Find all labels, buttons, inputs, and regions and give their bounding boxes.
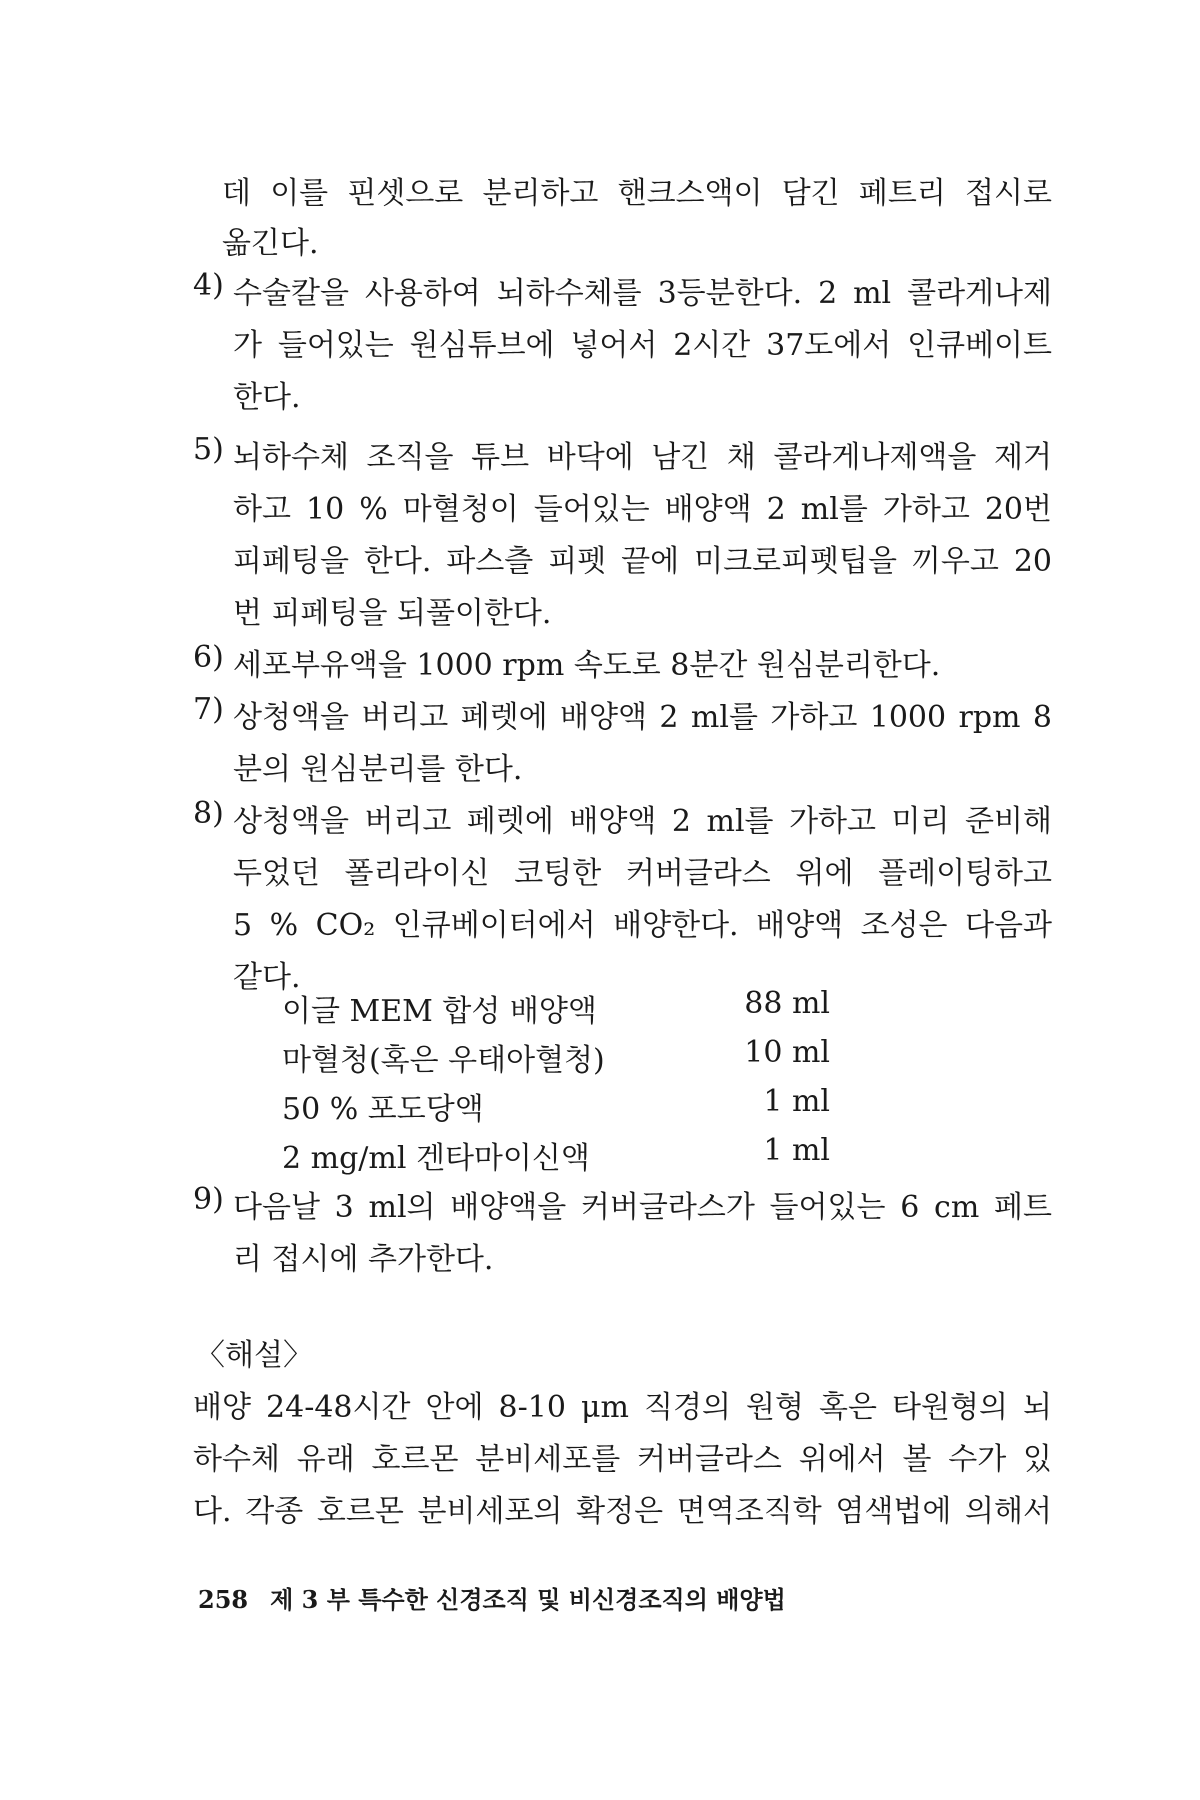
recipe-ingredient: 50 % 포도당액 — [282, 1092, 484, 1127]
item-line: 5 % CO₂ 인큐베이터에서 배양한다. 배양액 조성은 다음과 — [233, 908, 1052, 943]
recipe-amount: 10 ml — [744, 1035, 830, 1070]
item-line: 피페팅을 한다. 파스츨 피펫 끝에 미크로피펫팁을 끼우고 20 — [233, 544, 1052, 579]
recipe-amount: 1 ml — [763, 1133, 830, 1168]
item-number: 4) — [193, 268, 224, 303]
item-line: 번 피페팅을 되풀이한다. — [233, 596, 552, 631]
continuation-line-2: 옮긴다. — [222, 226, 319, 261]
item-line: 같다. — [233, 960, 301, 995]
item-number: 7) — [193, 692, 224, 727]
item-line: 분의 원심분리를 한다. — [233, 752, 523, 787]
commentary-line: 배양 24-48시간 안에 8-10 μm 직경의 원형 혹은 타원형의 뇌 — [193, 1390, 1052, 1425]
recipe-amount: 88 ml — [744, 986, 830, 1021]
item-line: 상청액을 버리고 페렛에 배양액 2 ml를 가하고 미리 준비해 — [233, 804, 1052, 839]
item-number: 5) — [193, 432, 224, 467]
page-footer — [198, 1580, 786, 1615]
item-line: 다음날 3 ml의 배양액을 커버글라스가 들어있는 6 cm 페트 — [233, 1190, 1052, 1225]
item-line: 수술칼을 사용하여 뇌하수체를 3등분한다. 2 ml 콜라게나제 — [233, 276, 1052, 311]
chapter-title: 제 3 부 특수한 신경조직 및 비신경조직의 배양법 — [270, 1585, 786, 1614]
item-line: 세포부유액을 1000 rpm 속도로 8분간 원심분리한다. — [233, 648, 941, 683]
item-number: 8) — [193, 796, 224, 831]
recipe-ingredient: 이글 MEM 합성 배양액 — [282, 994, 597, 1029]
recipe-amount: 1 ml — [763, 1084, 830, 1119]
commentary-line: 하수체 유래 호르몬 분비세포를 커버글라스 위에서 볼 수가 있 — [193, 1442, 1052, 1477]
item-line: 뇌하수체 조직을 튜브 바닥에 남긴 채 콜라게나제액을 제거 — [233, 440, 1052, 475]
recipe-ingredient: 2 mg/ml 겐타마이신액 — [282, 1141, 590, 1176]
item-number: 6) — [193, 640, 224, 675]
item-line: 상청액을 버리고 페렛에 배양액 2 ml를 가하고 1000 rpm 8 — [233, 700, 1052, 735]
commentary-heading: 〈해설〉 — [195, 1338, 313, 1373]
commentary-line: 다. 각종 호르몬 분비세포의 확정은 면역조직학 염색법에 의해서 — [193, 1494, 1052, 1529]
continuation-line-1: 데 이를 핀셋으로 분리하고 핸크스액이 담긴 페트리 접시로 — [222, 176, 1052, 211]
item-line: 리 접시에 추가한다. — [233, 1242, 494, 1277]
item-line: 한다. — [233, 380, 301, 415]
item-number: 9) — [193, 1182, 224, 1217]
item-line: 두었던 폴리라이신 코팅한 커버글라스 위에 플레이팅하고 — [233, 856, 1052, 891]
item-line: 가 들어있는 원심튜브에 넣어서 2시간 37도에서 인큐베이트 — [233, 328, 1052, 363]
page-number: 258 — [198, 1585, 249, 1614]
item-line: 하고 10 % 마혈청이 들어있는 배양액 2 ml를 가하고 20번 — [233, 492, 1052, 527]
recipe-ingredient: 마혈청(혹은 우태아혈청) — [282, 1043, 605, 1078]
